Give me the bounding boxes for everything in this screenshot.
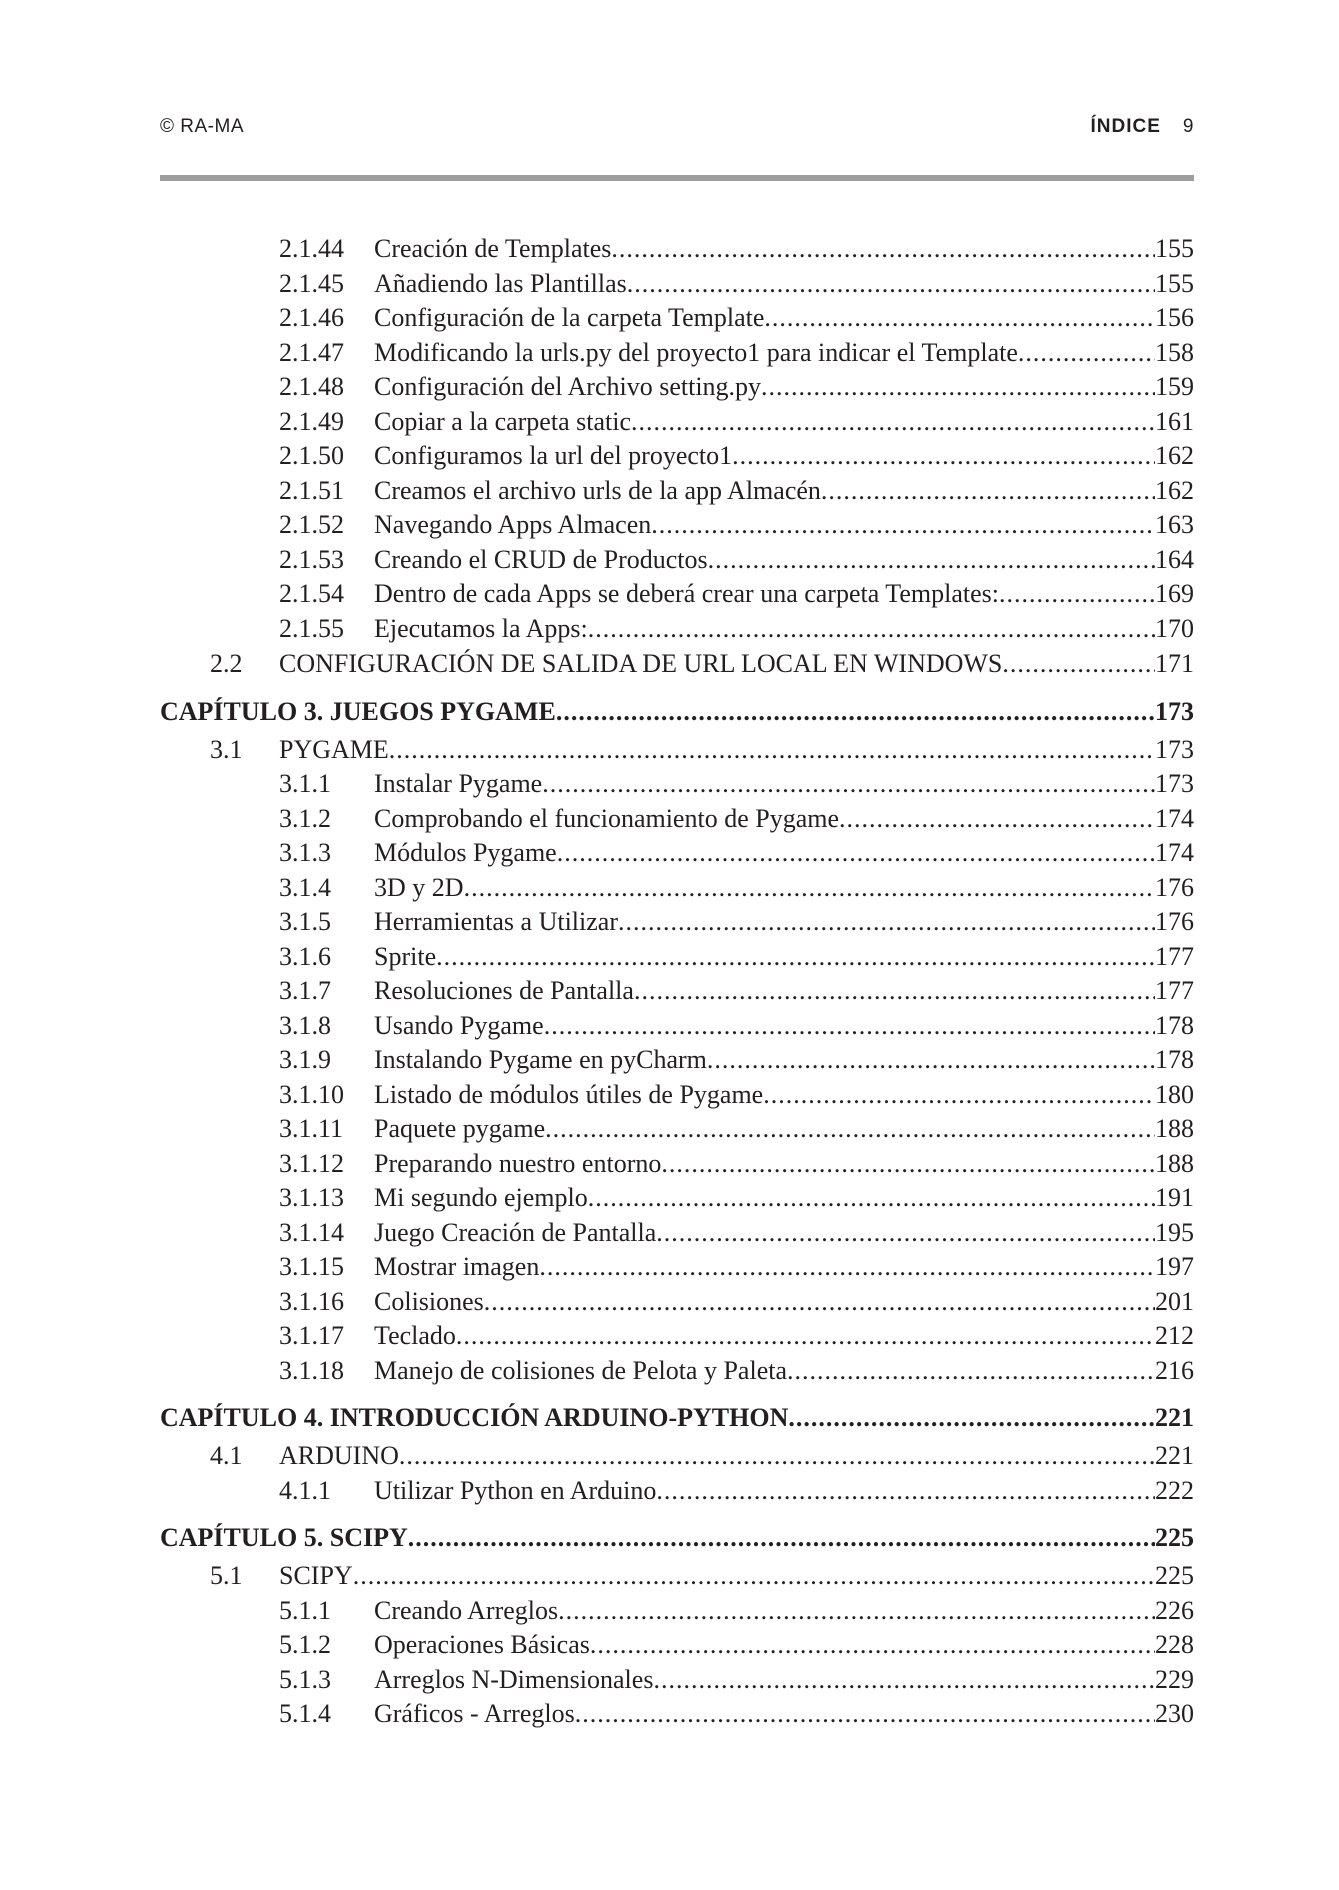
toc-entry-page: 230 xyxy=(1155,1699,1194,1728)
toc-entry-line xyxy=(374,1663,1194,1698)
toc-entry-number: 3.1.10 xyxy=(279,1079,344,1109)
table-of-contents xyxy=(160,232,1194,1732)
leader-dots xyxy=(1018,336,1155,371)
toc-entry-title: PYGAME xyxy=(279,734,389,764)
toc-entry-title: CAPÍTULO 4. INTRODUCCIÓN ARDUINO-PYTHON xyxy=(160,1403,789,1432)
toc-entry-number: 3.1.12 xyxy=(279,1148,344,1178)
toc-entry-line xyxy=(374,871,1194,906)
leader-dots xyxy=(763,1078,1155,1113)
toc-entry-number: 2.1.47 xyxy=(279,337,344,367)
toc-entry-number: 2.1.53 xyxy=(279,544,344,574)
leader-dots xyxy=(539,1250,1155,1285)
toc-entry-page: 163 xyxy=(1155,510,1194,539)
toc-entry-line xyxy=(374,1594,1194,1629)
toc-entry[interactable] xyxy=(160,1181,1194,1216)
toc-entry[interactable] xyxy=(160,1250,1194,1285)
toc-entry-number: 3.1.8 xyxy=(279,1010,331,1040)
toc-entry-title: 3D y 2D xyxy=(374,872,464,902)
toc-entry-title: Teclado xyxy=(374,1321,456,1350)
toc-entry-number: 2.1.50 xyxy=(279,441,344,470)
toc-entry-page: 178 xyxy=(1155,1045,1194,1074)
toc-entry[interactable] xyxy=(160,1112,1194,1147)
toc-chapter-entry[interactable] xyxy=(160,1520,1194,1556)
toc-entry[interactable] xyxy=(160,646,1194,682)
toc-entry[interactable] xyxy=(160,871,1194,906)
leader-dots xyxy=(611,232,1155,267)
toc-entry[interactable] xyxy=(160,905,1194,940)
toc-entry-line xyxy=(160,1520,1194,1556)
leader-dots xyxy=(542,767,1155,802)
leader-dots xyxy=(707,1043,1155,1078)
toc-entry-line xyxy=(374,767,1194,802)
toc-entry-number: 3.1.3 xyxy=(279,838,331,867)
toc-entry-title: Sprite xyxy=(374,941,437,971)
toc-entry-title: Creando el CRUD de Productos xyxy=(374,544,708,574)
toc-entry-line xyxy=(374,1250,1194,1285)
toc-entry[interactable] xyxy=(160,1663,1194,1698)
leader-dots xyxy=(656,1474,1155,1509)
toc-entry-number: 5.1.1 xyxy=(279,1595,331,1625)
toc-entry-title: Modificando la urls.py del proyecto1 para indicar el Template xyxy=(374,337,1018,367)
toc-entry-page: 221 xyxy=(1155,1403,1194,1432)
toc-entry-number: 2.1.44 xyxy=(279,234,344,263)
leader-dots xyxy=(484,1285,1155,1320)
toc-entry-title: Juego Creación de Pantalla xyxy=(374,1217,657,1247)
toc-entry-page: 188 xyxy=(1155,1148,1194,1178)
toc-entry-line xyxy=(374,1112,1194,1147)
toc-entry-page: 173 xyxy=(1155,734,1194,764)
leader-dots xyxy=(627,267,1155,302)
toc-entry[interactable] xyxy=(160,474,1194,509)
toc-entry-title: Dentro de cada Apps se deberá crear una carpeta Templates: xyxy=(374,579,1000,608)
toc-entry-title: Creamos el archivo urls de la app Almacén xyxy=(374,475,821,505)
toc-entry[interactable] xyxy=(160,405,1194,440)
toc-entry-number: 4.1.1 xyxy=(279,1475,331,1505)
toc-entry-page: 201 xyxy=(1155,1286,1194,1316)
leader-dots xyxy=(545,1112,1155,1147)
toc-entry-line xyxy=(374,1181,1194,1216)
leader-dots xyxy=(653,1663,1155,1698)
toc-entry-page: 197 xyxy=(1155,1252,1194,1281)
toc-entry-line xyxy=(374,1216,1194,1251)
toc-entry-title: Creando Arreglos xyxy=(374,1595,559,1625)
toc-entry-line xyxy=(279,1558,1194,1594)
toc-entry[interactable] xyxy=(160,1628,1194,1663)
toc-entry[interactable] xyxy=(160,767,1194,802)
toc-entry[interactable] xyxy=(160,508,1194,543)
leader-dots xyxy=(558,1594,1155,1629)
toc-entry-title: Navegando Apps Almacen xyxy=(374,510,652,539)
toc-entry-title: Mi segundo ejemplo xyxy=(374,1183,588,1212)
toc-entry[interactable] xyxy=(160,1697,1194,1732)
toc-entry-page: 225 xyxy=(1155,1523,1194,1552)
toc-entry-title: Instalar Pygame xyxy=(374,769,543,798)
toc-entry[interactable] xyxy=(160,1147,1194,1182)
toc-entry[interactable] xyxy=(160,1474,1194,1509)
leader-dots xyxy=(839,802,1155,837)
toc-entry-number: 2.1.55 xyxy=(279,613,344,643)
toc-entry-page: 228 xyxy=(1155,1630,1194,1659)
toc-entry-number: 3.1.9 xyxy=(279,1045,331,1074)
toc-entry[interactable] xyxy=(160,370,1194,405)
toc-entry-line xyxy=(374,1078,1194,1113)
toc-entry[interactable] xyxy=(160,732,1194,768)
toc-entry-line xyxy=(279,646,1194,682)
toc-entry-line xyxy=(374,1628,1194,1663)
toc-entry-title: Operaciones Básicas xyxy=(374,1630,590,1659)
toc-entry-line xyxy=(374,1319,1194,1354)
toc-chapter-entry[interactable] xyxy=(160,1400,1194,1436)
leader-dots xyxy=(732,439,1155,474)
toc-entry-page: 180 xyxy=(1155,1079,1194,1109)
toc-entry-line xyxy=(374,1474,1194,1509)
toc-entry-line xyxy=(374,1147,1194,1182)
toc-entry-number: 3.1.1 xyxy=(279,769,331,798)
toc-entry-line xyxy=(374,836,1194,871)
toc-entry-line xyxy=(279,732,1194,768)
toc-entry-title: CAPÍTULO 3. JUEGOS PYGAME xyxy=(160,696,556,726)
toc-entry-page: 156 xyxy=(1155,303,1194,332)
toc-entry[interactable] xyxy=(160,1043,1194,1078)
toc-entry-number: 3.1.15 xyxy=(279,1252,344,1281)
toc-entry-page: 162 xyxy=(1155,441,1194,470)
toc-entry-page: 173 xyxy=(1155,696,1194,726)
toc-entry-title: Mostrar imagen xyxy=(374,1252,540,1281)
toc-entry[interactable] xyxy=(160,1078,1194,1113)
toc-entry-number: 2.2 xyxy=(210,649,243,678)
toc-entry-number: 3.1.13 xyxy=(279,1183,344,1212)
leader-dots xyxy=(588,1181,1155,1216)
toc-entry-number: 3.1.16 xyxy=(279,1286,344,1316)
toc-entry-title: Configuración del Archivo setting.py xyxy=(374,372,762,401)
toc-entry-line xyxy=(374,1043,1194,1078)
toc-entry-number: 5.1 xyxy=(210,1561,243,1590)
publisher-label: © RA-MA xyxy=(160,116,244,137)
toc-entry[interactable] xyxy=(160,267,1194,302)
toc-entry-line xyxy=(160,1400,1194,1436)
leader-dots xyxy=(999,577,1155,612)
toc-entry-line xyxy=(374,905,1194,940)
running-head xyxy=(1091,116,1194,138)
leader-dots xyxy=(408,1520,1155,1556)
toc-entry-title: Utilizar Python en Arduino xyxy=(374,1475,657,1505)
toc-entry[interactable] xyxy=(160,1438,1194,1474)
toc-entry-title: Copiar a la carpeta static xyxy=(374,406,631,436)
leader-dots xyxy=(575,1697,1155,1732)
toc-entry[interactable] xyxy=(160,1594,1194,1629)
toc-entry-line xyxy=(374,577,1194,612)
leader-dots xyxy=(708,543,1155,578)
toc-entry-number: 3.1.17 xyxy=(279,1321,344,1350)
toc-entry-page: 174 xyxy=(1155,803,1194,833)
toc-entry-page: 161 xyxy=(1155,406,1194,436)
toc-entry-number: 5.1.2 xyxy=(279,1630,331,1659)
toc-entry-title: Listado de módulos útiles de Pygame xyxy=(374,1079,764,1109)
toc-entry-line xyxy=(374,508,1194,543)
toc-entry-title: Herramientas a Utilizar xyxy=(374,907,618,936)
leader-dots xyxy=(399,1438,1155,1474)
toc-entry-title: Instalando Pygame en pyCharm xyxy=(374,1045,707,1074)
leader-dots xyxy=(787,1354,1155,1389)
toc-entry-title: Arreglos N-Dimensionales xyxy=(374,1664,654,1694)
toc-entry-page: 188 xyxy=(1155,1114,1194,1143)
toc-entry-line xyxy=(374,267,1194,302)
toc-chapter-entry[interactable] xyxy=(160,694,1194,730)
toc-entry-line xyxy=(374,474,1194,509)
leader-dots xyxy=(761,370,1155,405)
leader-dots xyxy=(788,1400,1155,1436)
toc-entry-title: Preparando nuestro entorno xyxy=(374,1148,662,1178)
toc-entry[interactable] xyxy=(160,439,1194,474)
toc-entry-page: 177 xyxy=(1155,941,1194,971)
toc-entry-title: Resoluciones de Pantalla xyxy=(374,976,634,1005)
toc-entry[interactable] xyxy=(160,1558,1194,1594)
toc-entry-title: Paquete pygame xyxy=(374,1114,546,1143)
toc-entry-page: 221 xyxy=(1155,1441,1194,1470)
toc-entry-page: 170 xyxy=(1155,613,1194,643)
toc-entry-number: 2.1.49 xyxy=(279,406,344,436)
leader-dots xyxy=(821,474,1155,509)
leader-dots xyxy=(634,974,1155,1009)
toc-entry-page: 177 xyxy=(1155,976,1194,1005)
section-title: ÍNDICE xyxy=(1090,116,1161,137)
leader-dots xyxy=(353,1558,1155,1594)
toc-entry-page: 173 xyxy=(1155,769,1194,798)
leader-dots xyxy=(389,732,1155,768)
header-rule xyxy=(160,175,1194,181)
toc-entry[interactable] xyxy=(160,336,1194,371)
toc-entry-page: 225 xyxy=(1155,1561,1194,1590)
toc-entry-page: 191 xyxy=(1155,1183,1194,1212)
toc-entry[interactable] xyxy=(160,543,1194,578)
toc-entry-number: 4.1 xyxy=(210,1441,243,1470)
toc-entry[interactable] xyxy=(160,1216,1194,1251)
toc-entry-line xyxy=(279,1438,1194,1474)
toc-entry-line xyxy=(374,940,1194,975)
leader-dots xyxy=(656,1216,1155,1251)
toc-entry[interactable] xyxy=(160,940,1194,975)
toc-entry[interactable] xyxy=(160,612,1194,647)
toc-entry-page: 155 xyxy=(1155,234,1194,263)
toc-entry-title: Usando Pygame xyxy=(374,1010,544,1040)
toc-entry-number: 2.1.46 xyxy=(279,303,344,332)
toc-entry-line xyxy=(374,1697,1194,1732)
toc-entry-line xyxy=(374,301,1194,336)
toc-entry[interactable] xyxy=(160,1285,1194,1320)
toc-entry-page: 155 xyxy=(1155,268,1194,298)
toc-entry-number: 3.1.14 xyxy=(279,1217,344,1247)
toc-entry-title: Comprobando el funcionamiento de Pygame xyxy=(374,803,840,833)
toc-entry-page: 162 xyxy=(1155,475,1194,505)
toc-entry-page: 164 xyxy=(1155,544,1194,574)
leader-dots xyxy=(544,1009,1155,1044)
toc-entry-page: 176 xyxy=(1155,907,1194,936)
toc-entry-number: 2.1.54 xyxy=(279,579,344,608)
toc-entry-line xyxy=(374,405,1194,440)
toc-entry-number: 5.1.3 xyxy=(279,1664,331,1694)
toc-entry-page: 229 xyxy=(1155,1664,1194,1694)
leader-dots xyxy=(618,905,1155,940)
toc-entry-page: 216 xyxy=(1155,1355,1194,1385)
toc-entry-title: Ejecutamos la Apps: xyxy=(374,613,588,643)
leader-dots xyxy=(764,301,1155,336)
toc-entry-page: 195 xyxy=(1155,1217,1194,1247)
toc-entry[interactable] xyxy=(160,836,1194,871)
leader-dots xyxy=(436,940,1155,975)
toc-entry-title: Configuración de la carpeta Template xyxy=(374,303,765,332)
toc-entry[interactable] xyxy=(160,301,1194,336)
leader-dots xyxy=(631,405,1155,440)
toc-entry-number: 2.1.51 xyxy=(279,475,344,505)
toc-entry-page: 226 xyxy=(1155,1595,1194,1625)
toc-entry-line xyxy=(374,232,1194,267)
toc-entry-page: 158 xyxy=(1155,337,1194,367)
toc-entry-title: CAPÍTULO 5. SCIPY xyxy=(160,1523,408,1552)
toc-entry-title: Configuramos la url del proyecto1 xyxy=(374,441,733,470)
toc-entry-title: Creación de Templates xyxy=(374,234,612,263)
toc-entry-number: 2.1.52 xyxy=(279,510,344,539)
toc-entry[interactable] xyxy=(160,1354,1194,1389)
toc-entry-number: 3.1.6 xyxy=(279,941,331,971)
leader-dots xyxy=(464,871,1155,906)
toc-entry[interactable] xyxy=(160,1319,1194,1354)
toc-entry-line xyxy=(374,1354,1194,1389)
toc-entry-page: 222 xyxy=(1155,1475,1194,1505)
toc-entry-line xyxy=(374,370,1194,405)
leader-dots xyxy=(590,1628,1155,1663)
leader-dots xyxy=(456,1319,1155,1354)
toc-entry-number: 3.1.2 xyxy=(279,803,331,833)
toc-entry-title: ARDUINO xyxy=(279,1441,399,1470)
toc-entry-page: 169 xyxy=(1155,579,1194,608)
toc-entry-number: 3.1.4 xyxy=(279,872,331,902)
toc-entry-number: 2.1.48 xyxy=(279,372,344,401)
toc-entry-page: 212 xyxy=(1155,1321,1194,1350)
toc-entry-number: 3.1.5 xyxy=(279,907,331,936)
toc-entry-number: 3.1 xyxy=(210,734,243,764)
toc-entry-line xyxy=(160,694,1194,730)
leader-dots xyxy=(557,836,1155,871)
toc-entry-line xyxy=(374,612,1194,647)
toc-entry-page: 178 xyxy=(1155,1010,1194,1040)
toc-entry-line xyxy=(374,543,1194,578)
toc-entry-title: Módulos Pygame xyxy=(374,838,557,867)
toc-entry-number: 3.1.11 xyxy=(279,1114,344,1143)
toc-entry[interactable] xyxy=(160,577,1194,612)
toc-entry[interactable] xyxy=(160,1009,1194,1044)
toc-entry-line xyxy=(374,439,1194,474)
page-number: 9 xyxy=(1182,116,1194,137)
toc-entry-line xyxy=(374,336,1194,371)
toc-entry-number: 3.1.18 xyxy=(279,1355,344,1385)
toc-entry-page: 159 xyxy=(1155,372,1194,401)
toc-entry-line xyxy=(374,802,1194,837)
leader-dots xyxy=(1002,646,1155,682)
leader-dots xyxy=(651,508,1155,543)
toc-entry-title: Gráficos - Arreglos xyxy=(374,1699,575,1728)
toc-entry-page: 176 xyxy=(1155,872,1194,902)
toc-entry-number: 2.1.45 xyxy=(279,268,344,298)
toc-entry-title: Colisiones xyxy=(374,1286,484,1316)
toc-entry[interactable] xyxy=(160,232,1194,267)
toc-entry-title: CONFIGURACIÓN DE SALIDA DE URL LOCAL EN WINDOWS xyxy=(279,649,1003,678)
toc-entry-number: 3.1.7 xyxy=(279,976,331,1005)
toc-entry-title: Añadiendo las Plantillas xyxy=(374,268,627,298)
leader-dots xyxy=(556,694,1155,730)
toc-entry-line xyxy=(374,1285,1194,1320)
toc-entry-line xyxy=(374,974,1194,1009)
toc-entry-page: 174 xyxy=(1155,838,1194,867)
toc-entry[interactable] xyxy=(160,974,1194,1009)
leader-dots xyxy=(661,1147,1155,1182)
toc-entry-title: SCIPY xyxy=(279,1561,353,1590)
toc-entry-page: 171 xyxy=(1155,649,1194,678)
page-header xyxy=(160,116,1194,146)
toc-entry-number: 5.1.4 xyxy=(279,1699,331,1728)
toc-entry-line xyxy=(374,1009,1194,1044)
leader-dots xyxy=(588,612,1155,647)
toc-entry[interactable] xyxy=(160,802,1194,837)
toc-entry-title: Manejo de colisiones de Pelota y Paleta xyxy=(374,1355,788,1385)
